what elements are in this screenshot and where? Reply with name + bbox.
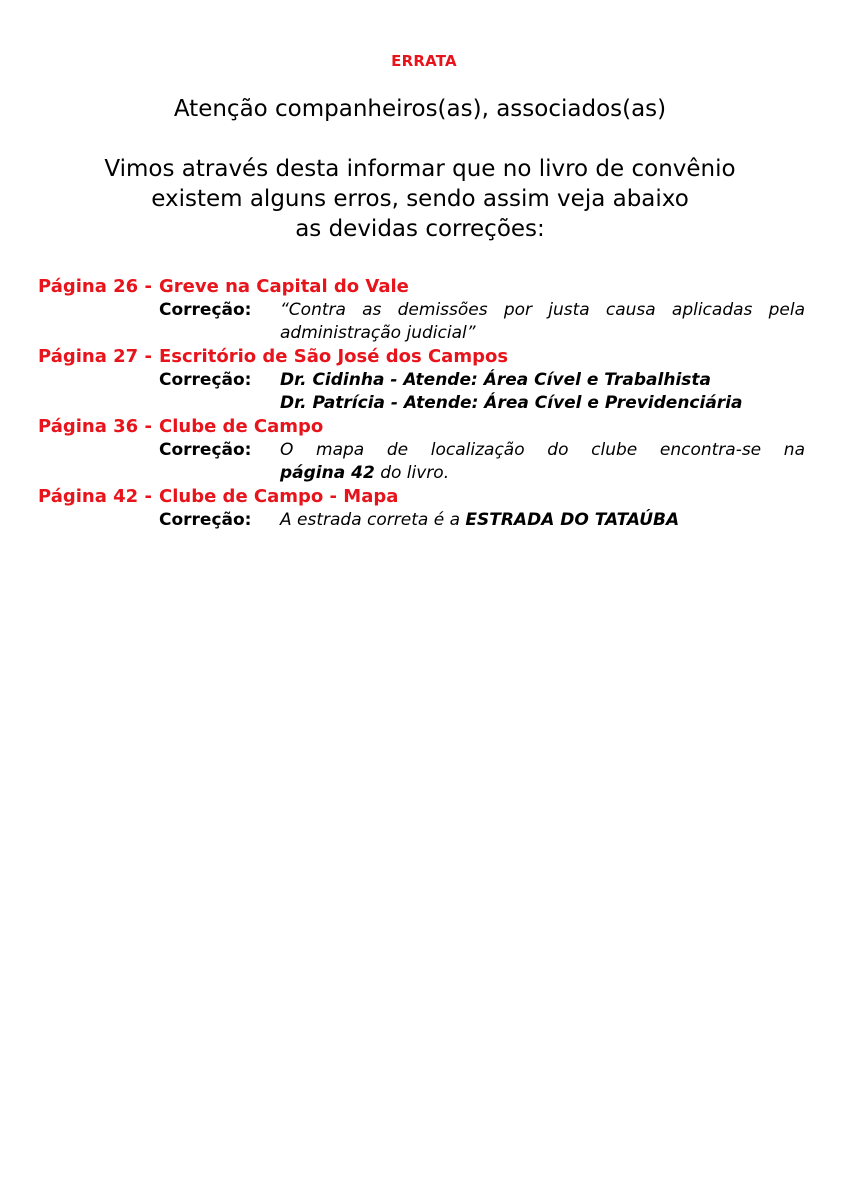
correction-line-2-rest: do livro. [374, 463, 450, 483]
correction-row [38, 369, 808, 415]
correction-label: Correção: [159, 510, 252, 530]
correction-label: Correção: [159, 300, 252, 320]
correction-plain-text: A estrada correta é a [280, 510, 466, 530]
page-reference: Página 36 - [38, 416, 152, 437]
entry-heading [38, 345, 808, 369]
correction-text [280, 509, 805, 532]
intro-line-2: existem alguns erros, sendo assim veja abaixo [151, 186, 689, 212]
errata-entry-page-27 [38, 345, 808, 415]
errata-entry-page-42 [38, 485, 808, 532]
entry-title: Greve na Capital do Vale [159, 276, 409, 297]
correction-line-2 [280, 462, 805, 485]
correction-line-1: “Contra as demissões por justa causa aplicadas pela [280, 300, 805, 320]
page-42-emphasis: página 42 [280, 463, 375, 483]
correction-text [280, 439, 805, 485]
errata-entries [38, 275, 808, 532]
correction-line-1 [280, 509, 805, 532]
intro-line-3: as devidas correções: [295, 216, 545, 242]
errata-entry-page-26 [38, 275, 808, 345]
correction-line-2: administração judicial” [280, 323, 476, 343]
correction-label: Correção: [159, 370, 252, 390]
entry-heading [38, 415, 808, 439]
entry-heading [38, 485, 808, 509]
entry-title: Clube de Campo - Mapa [159, 486, 399, 507]
page-reference: Página 42 - [38, 486, 152, 507]
entry-title: Clube de Campo [159, 416, 324, 437]
correction-line-1: Dr. Cidinha - Atende: Área Cível e Trabalhista [280, 370, 711, 390]
errata-entry-page-36 [38, 415, 808, 485]
correction-row [38, 509, 808, 532]
page-reference: Página 27 - [38, 346, 152, 367]
correction-line-1: O mapa de localização do clube encontra-se na [280, 440, 805, 460]
road-name-emphasis: ESTRADA DO TATAÚBA [465, 510, 680, 530]
intro-paragraph [0, 154, 840, 244]
errata-title: ERRATA [391, 52, 457, 70]
correction-row [38, 439, 808, 485]
greeting: Atenção companheiros(as), associados(as) [173, 96, 667, 122]
entry-heading [38, 275, 808, 299]
correction-text [280, 369, 805, 415]
correction-text [280, 299, 805, 345]
page-reference: Página 26 - [38, 276, 152, 297]
intro-line-1: Vimos através desta informar que no livro de convênio [104, 156, 736, 182]
entry-title: Escritório de São José dos Campos [159, 346, 509, 367]
correction-label: Correção: [159, 440, 252, 460]
correction-row [38, 299, 808, 345]
correction-line-2: Dr. Patrícia - Atende: Área Cível e Previdenciária [280, 393, 743, 413]
